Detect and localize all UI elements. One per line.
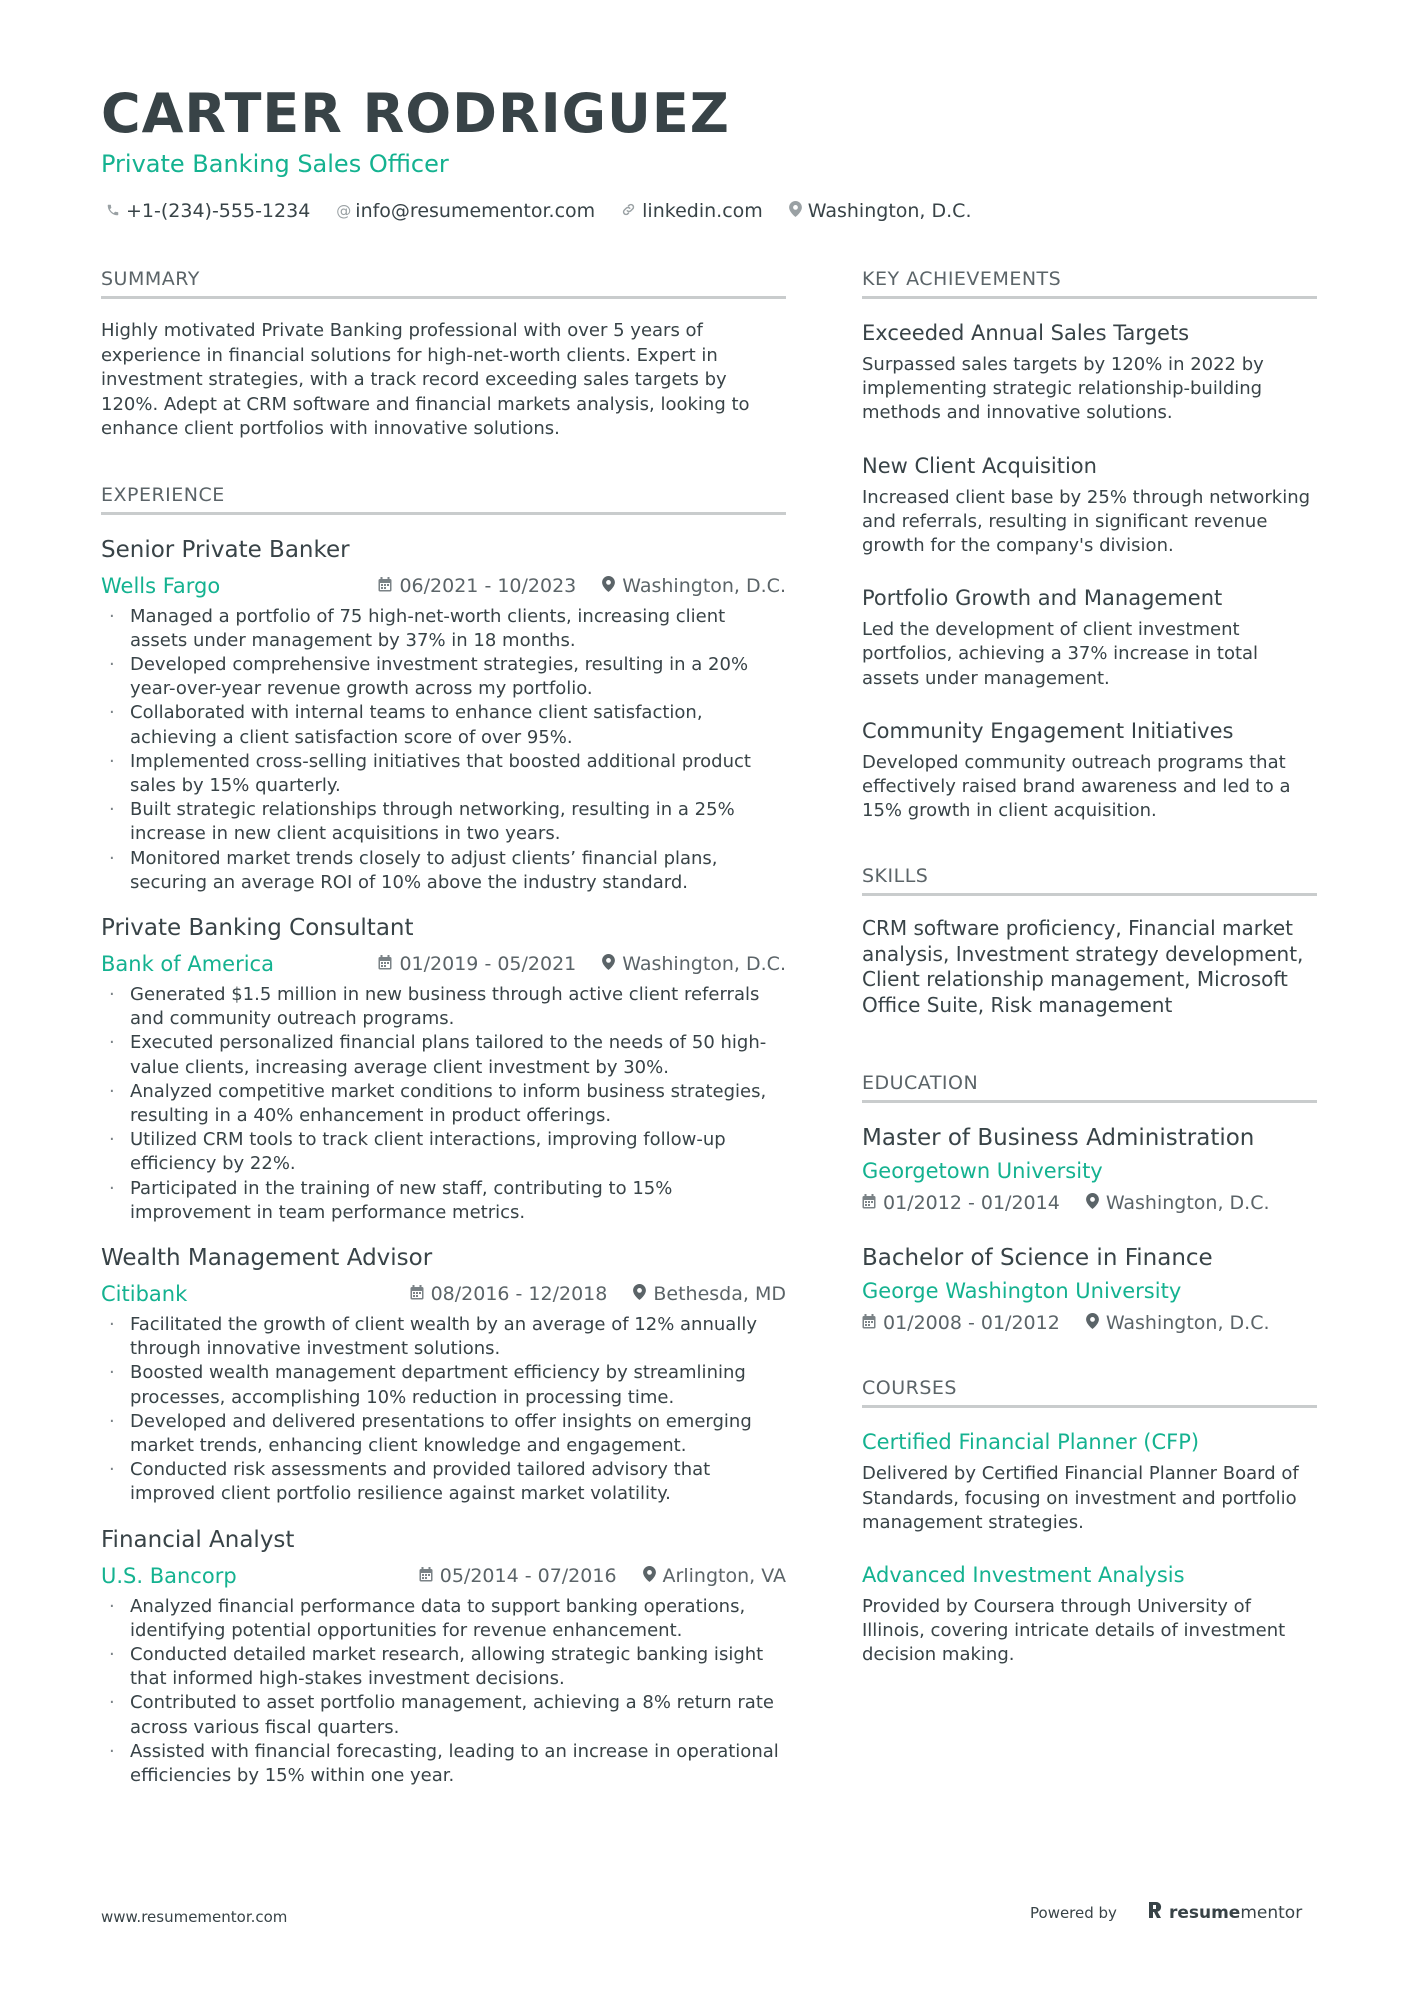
education-item	[862, 1243, 1317, 1337]
bullet-item: · Participated in the training of new staff, contributing to 15% improvement in team performance metrics.	[101, 1177, 786, 1225]
summary-heading: SUMMARY	[101, 268, 786, 299]
brand-logo[interactable]	[1147, 1900, 1302, 1925]
phone-text: +1-(234)-555-1234	[126, 200, 311, 222]
bullet-item: · Analyzed competitive market conditions to inform business strategies, resulting in a 40% enhancement in product offerings.	[101, 1080, 786, 1128]
job-meta	[101, 1561, 786, 1591]
job-location-text: Arlington, VA	[662, 1564, 786, 1587]
education-meta	[862, 1189, 1317, 1217]
calendar-icon	[378, 953, 399, 975]
job-details	[410, 1283, 786, 1305]
bullet-item: · Generated $1.5 million in new business through active client referrals and community outreach programs.	[101, 983, 786, 1031]
job-location-text: Washington, D.C.	[622, 952, 786, 975]
education-location-text: Washington, D.C.	[1105, 1192, 1270, 1215]
job-dates-text: 01/2019 - 05/2021	[399, 952, 577, 975]
achievement-desc: Developed community outreach programs that effectively raised brand awareness and led to a 15% growth in client acquisition.	[862, 751, 1291, 822]
job-dates-text: 05/2014 - 07/2016	[439, 1564, 617, 1587]
achievement-title: Portfolio Growth and Management	[862, 586, 1223, 611]
powered-by-label: Powered by	[1030, 1903, 1117, 1922]
contact-location	[789, 200, 972, 222]
job-location	[602, 953, 786, 975]
bullet-item: · Executed personalized financial plans tailored to the needs of 50 high-value clients, increasing average client investment by 30%.	[101, 1031, 786, 1079]
company-name: Citibank	[101, 1281, 188, 1306]
bullet-item: · Monitored market trends closely to adjust clients’ financial plans, securing an average ROI of 10% above the industry standard.	[101, 847, 786, 895]
achievement-desc: Increased client base by 25% through networking and referrals, resulting in significant revenue growth for the company's division.	[862, 486, 1311, 557]
company-name: Wells Fargo	[101, 573, 221, 598]
experience-heading: EXPERIENCE	[101, 484, 786, 515]
location-text: Washington, D.C.	[807, 200, 972, 222]
school-name: Georgetown University	[862, 1159, 1103, 1184]
job-dates	[378, 575, 576, 597]
job-meta	[101, 949, 786, 979]
phone-icon	[106, 200, 126, 222]
job-dates	[378, 953, 576, 975]
location-pin-icon	[602, 575, 622, 597]
job-location	[643, 1565, 786, 1587]
education-location	[1086, 1312, 1270, 1334]
job-dates-text: 06/2021 - 10/2023	[399, 574, 577, 597]
education-heading: EDUCATION	[862, 1072, 1317, 1103]
location-pin-icon	[633, 1283, 653, 1305]
bullet-item: · Collaborated with internal teams to enhance client satisfaction, achieving a client satisfaction score of over 95%.	[101, 701, 786, 749]
job-bullets	[101, 983, 786, 1225]
left-column	[101, 268, 786, 1806]
brand-name-bold: resume	[1168, 1902, 1241, 1923]
course-desc: Delivered by Certified Financial Planner Board of Standards, focusing on investment and portfolio management strategies.	[862, 1463, 1299, 1533]
location-pin-icon	[1086, 1312, 1106, 1334]
job-bullets	[101, 605, 786, 895]
education-dates	[862, 1312, 1060, 1334]
job-entry	[101, 913, 786, 1225]
location-pin-icon	[789, 200, 808, 222]
candidate-role: Private Banking Sales Officer	[101, 150, 449, 178]
school-name: George Washington University	[862, 1279, 1182, 1304]
calendar-icon	[410, 1283, 431, 1305]
bullet-item: · Analyzed financial performance data to support banking operations, identifying potential opportunities for revenue enhancement.	[101, 1595, 786, 1643]
degree-title: Bachelor of Science in Finance	[862, 1245, 1213, 1272]
link-icon	[621, 200, 642, 222]
job-title: Wealth Management Advisor	[101, 1244, 433, 1271]
summary-text: Highly motivated Private Banking professional with over 5 years of experience in financial solutions for high-net-worth clients. Expert in investment strategies, with a track record exceeding sales targets by 120%. Adept at CRM software and financial markets analysis, looking to enhance client portfolios with innovative solutions.	[101, 320, 750, 439]
job-dates	[410, 1283, 608, 1305]
bullet-item: · Managed a portfolio of 75 high-net-worth clients, increasing client assets under management by 37% in 18 months.	[101, 605, 786, 653]
calendar-icon	[419, 1565, 440, 1587]
education-location-text: Washington, D.C.	[1105, 1312, 1270, 1335]
job-meta	[101, 571, 786, 601]
bullet-item: · Conducted risk assessments and provided tailored advisory that improved client portfolio resilience against market volatility.	[101, 1458, 786, 1506]
course-title: Certified Financial Planner (CFP)	[862, 1430, 1200, 1455]
job-meta	[101, 1279, 786, 1309]
job-location	[602, 575, 786, 597]
bullet-item: · Facilitated the growth of client wealth by an average of 12% annually through innovative investment solutions.	[101, 1313, 786, 1361]
course-item	[862, 1561, 1317, 1668]
bullet-item: · Conducted detailed market research, allowing strategic banking isight that informed high-stakes investment decisions.	[101, 1643, 786, 1691]
education-item	[862, 1123, 1317, 1217]
courses-heading: COURSES	[862, 1377, 1317, 1408]
footer-powered	[1030, 1900, 1302, 1925]
skills-text: CRM software proficiency, Financial market analysis, Investment strategy development, Client relationship management, Microsoft Office Suite, Risk management	[862, 916, 1304, 1017]
education-location	[1086, 1192, 1270, 1214]
bullet-item: · Assisted with financial forecasting, leading to an increase in operational efficiencies by 15% within one year.	[101, 1740, 786, 1788]
job-bullets	[101, 1313, 786, 1507]
contact-linkedin[interactable]	[621, 200, 763, 222]
achievement-title: Exceeded Annual Sales Targets	[862, 321, 1190, 345]
achievements-heading: KEY ACHIEVEMENTS	[862, 268, 1317, 299]
job-dates-text: 08/2016 - 12/2018	[430, 1282, 608, 1305]
achievement-desc: Surpassed sales targets by 120% in 2022 by implementing strategic relationship-building methods and innovative solutions.	[862, 354, 1264, 424]
course-title: Advanced Investment Analysis	[862, 1563, 1185, 1588]
degree-title: Master of Business Administration	[862, 1125, 1255, 1152]
brand-name-light: mentor	[1240, 1902, 1303, 1923]
job-dates	[419, 1565, 617, 1587]
job-entry	[101, 1243, 786, 1507]
education-dates-text: 01/2008 - 01/2012	[883, 1312, 1060, 1335]
achievement-item	[862, 584, 1317, 691]
bullet-item: · Contributed to asset portfolio management, achieving a 8% return rate across various fiscal quarters.	[101, 1691, 786, 1739]
education-dates	[862, 1192, 1060, 1214]
job-location-text: Bethesda, MD	[653, 1282, 786, 1305]
calendar-icon	[862, 1192, 883, 1214]
bullet-item: · Utilized CRM tools to track client interactions, improving follow-up efficiency by 22%.	[101, 1128, 786, 1176]
course-item	[862, 1428, 1317, 1535]
achievement-item	[862, 319, 1317, 426]
job-title: Financial Analyst	[101, 1526, 295, 1553]
job-location-text: Washington, D.C.	[622, 574, 786, 597]
job-title: Private Banking Consultant	[101, 914, 414, 941]
candidate-name: CARTER RODRIGUEZ	[101, 82, 730, 145]
bullet-item: · Implemented cross-selling initiatives that boosted additional product sales by 15% quarterly.	[101, 750, 786, 798]
company-name: Bank of America	[101, 951, 274, 976]
bullet-item: · Built strategic relationships through networking, resulting in a 25% increase in new client acquisitions in two years.	[101, 798, 786, 846]
job-details	[378, 575, 786, 597]
job-location	[633, 1283, 786, 1305]
bullet-item: · Developed and delivered presentations to offer insights on emerging market trends, enhancing client knowledge and engagement.	[101, 1410, 786, 1458]
job-bullets	[101, 1595, 786, 1789]
company-name: U.S. Bancorp	[101, 1563, 237, 1588]
course-desc: Provided by Coursera through University of Illinois, covering intricate details of investment decision making.	[862, 1596, 1286, 1666]
contact-phone	[106, 200, 310, 222]
location-pin-icon	[643, 1565, 663, 1587]
linkedin-text[interactable]: linkedin.com	[642, 200, 763, 222]
achievement-item	[862, 717, 1317, 824]
at-icon: @	[336, 202, 352, 220]
skills-heading: SKILLS	[862, 865, 1317, 896]
contact-bar	[106, 200, 998, 222]
contact-email[interactable]	[336, 200, 595, 222]
achievement-item	[862, 452, 1317, 559]
bullet-item: · Developed comprehensive investment strategies, resulting in a 20% year-over-year revenue growth across my portfolio.	[101, 653, 786, 701]
job-details	[419, 1565, 786, 1587]
calendar-icon	[378, 575, 399, 597]
brand-mark-icon	[1147, 1900, 1169, 1925]
education-meta	[862, 1309, 1317, 1337]
bullet-item: · Boosted wealth management department efficiency by streamlining processes, accomplishing 10% reduction in processing time.	[101, 1361, 786, 1409]
achievement-title: Community Engagement Initiatives	[862, 718, 1234, 743]
location-pin-icon	[1086, 1192, 1106, 1214]
location-pin-icon	[602, 953, 622, 975]
job-title: Senior Private Banker	[101, 536, 350, 563]
job-entry	[101, 1525, 786, 1789]
job-details	[378, 953, 786, 975]
footer-website[interactable]: www.resumementor.com	[101, 1908, 288, 1926]
education-dates-text: 01/2012 - 01/2014	[883, 1192, 1060, 1215]
calendar-icon	[862, 1312, 883, 1334]
email-text[interactable]: info@resumementor.com	[355, 200, 596, 222]
achievement-desc: Led the development of client investment portfolios, achieving a 37% increase in total assets under management.	[862, 619, 1259, 689]
achievement-title: New Client Acquisition	[862, 453, 1097, 478]
job-entry	[101, 535, 786, 895]
right-column	[862, 268, 1317, 1694]
